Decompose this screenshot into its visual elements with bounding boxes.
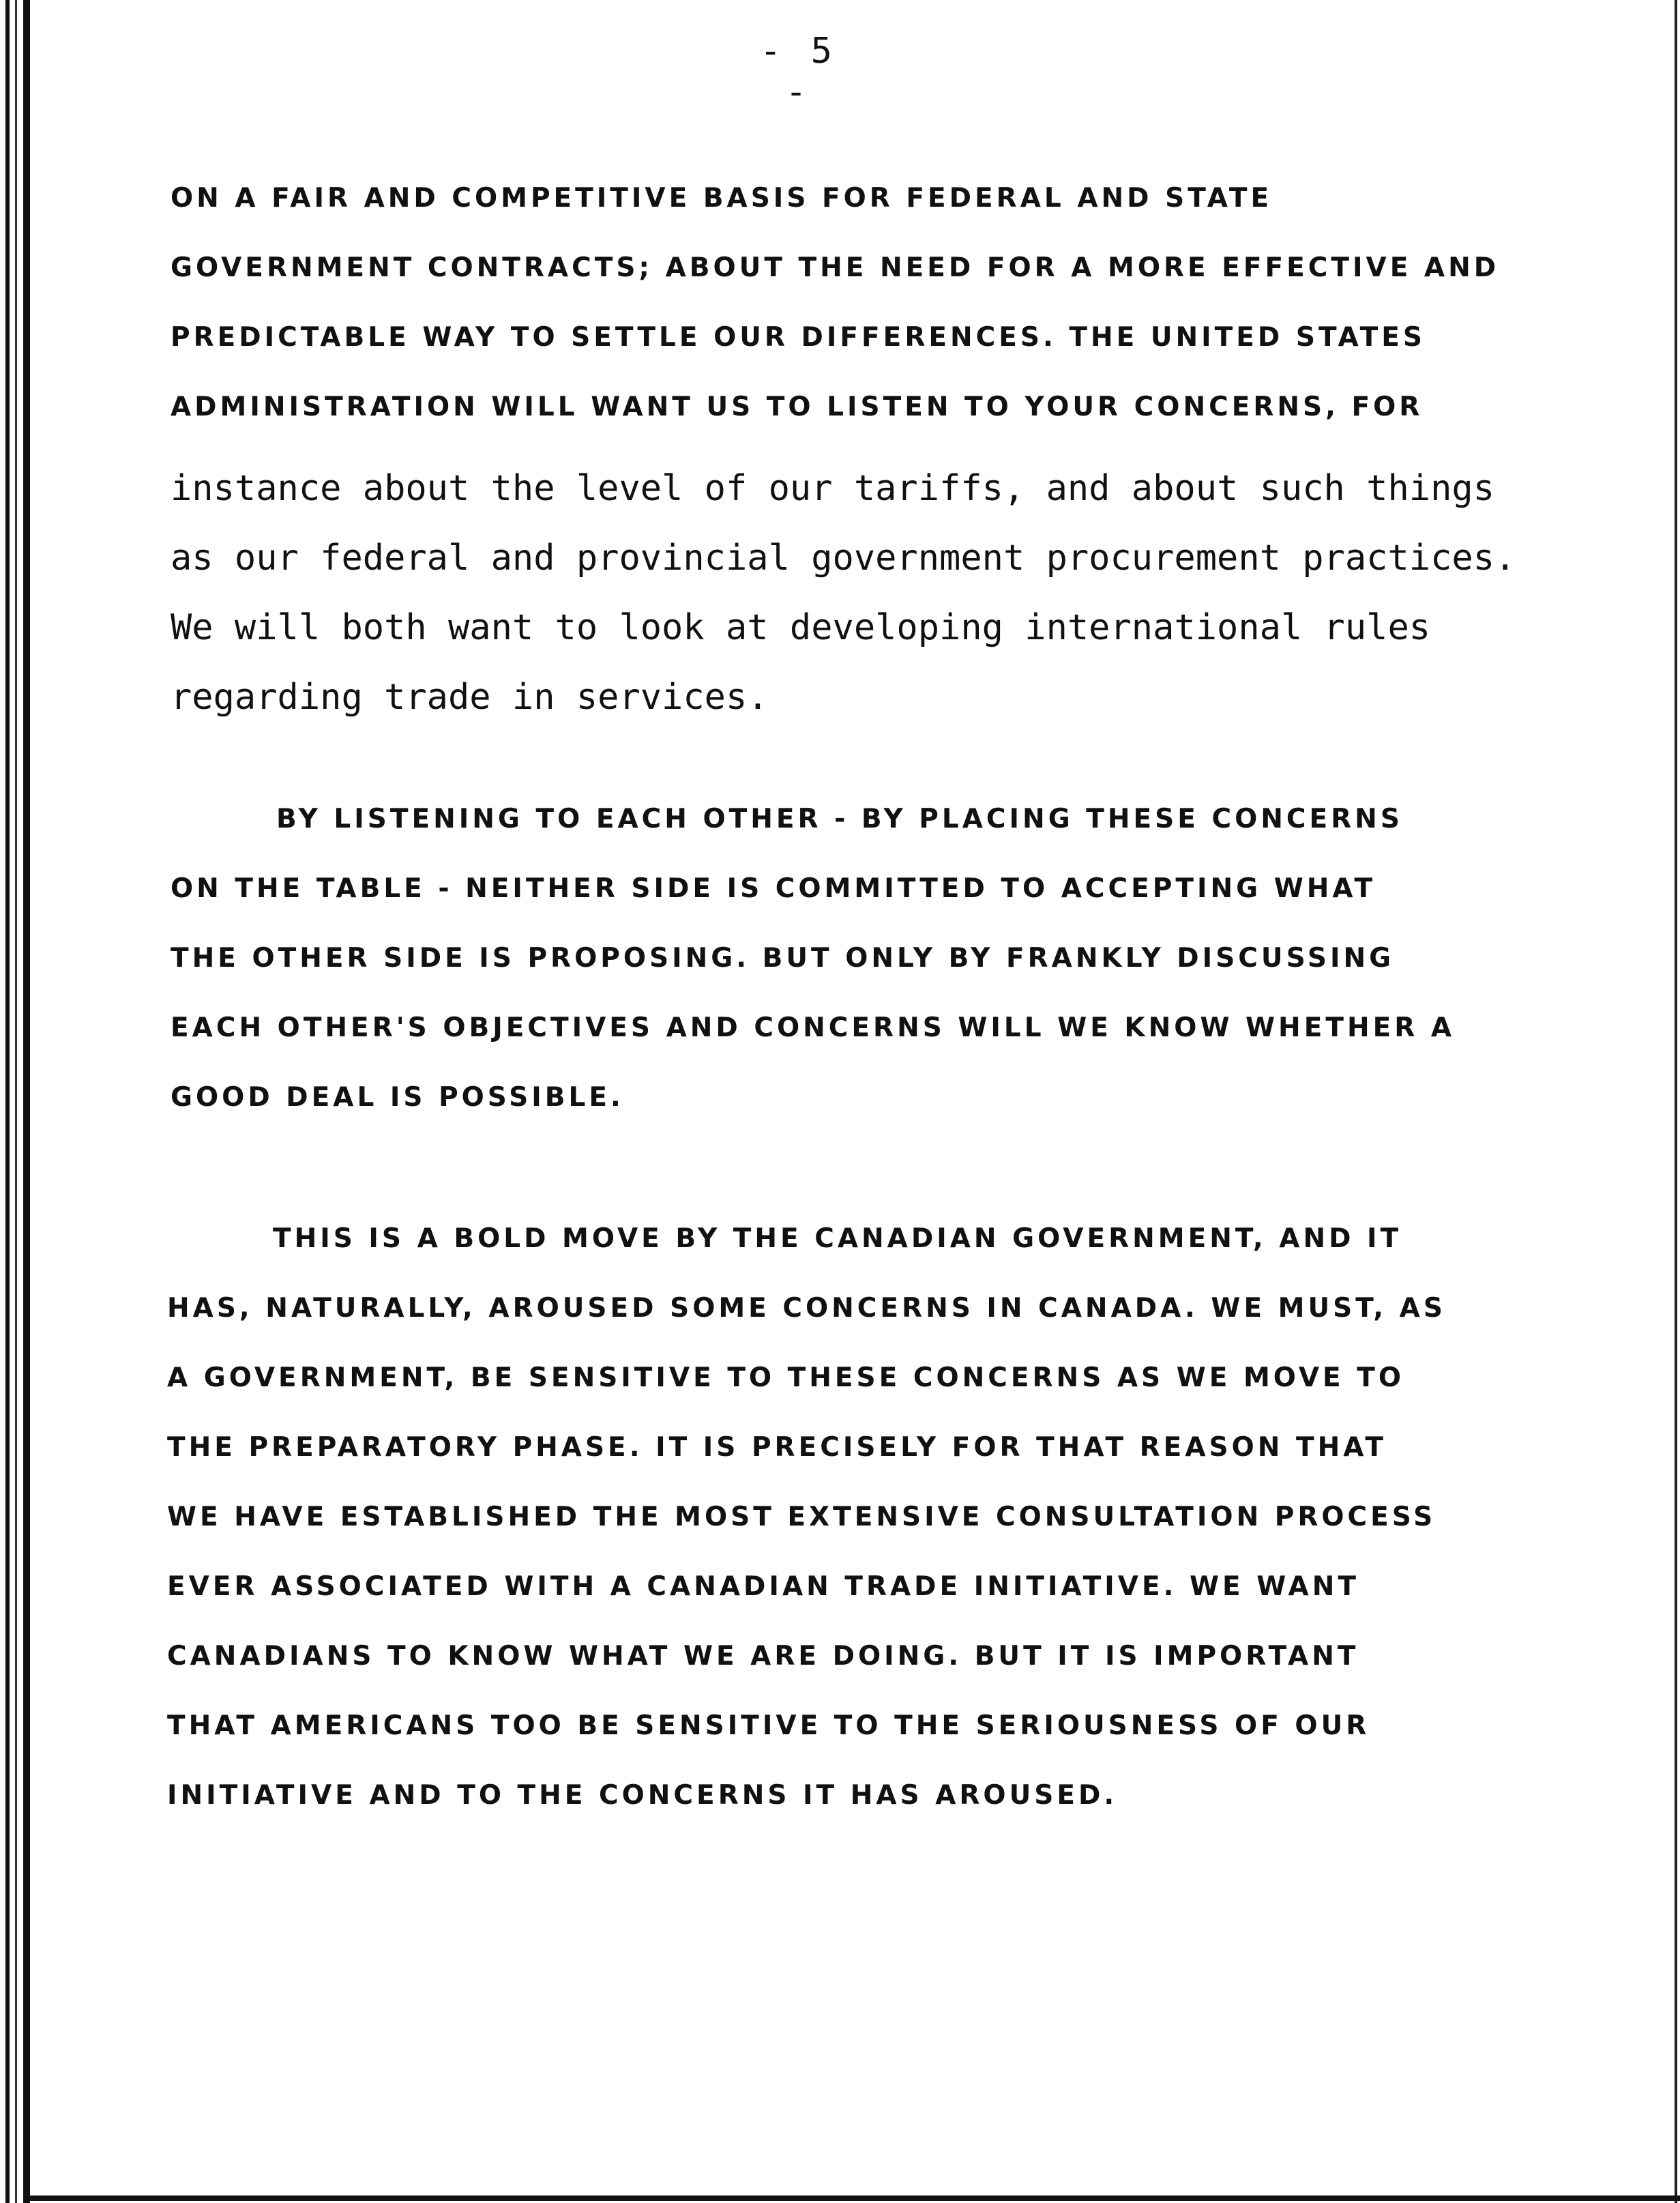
text-line: instance about the level of our tariffs, and about such things	[171, 468, 1495, 509]
text-line: GOVERNMENT CONTRACTS; ABOUT THE NEED FOR A MORE EFFECTIVE AND	[171, 252, 1500, 283]
text-line: THIS IS A BOLD MOVE BY THE CANADIAN GOVERNMENT, AND IT	[273, 1223, 1402, 1254]
text-line: THE OTHER SIDE IS PROPOSING. BUT ONLY BY FRANKLY DISCUSSING	[171, 943, 1395, 974]
left-border-line	[15, 0, 17, 2203]
paragraph-1-caps	[171, 164, 1535, 442]
text-line: INITIATIVE AND TO THE CONCERNS IT HAS AROUSED.	[167, 1780, 1118, 1811]
bottom-border-line	[23, 2195, 1680, 2201]
paragraph-2	[171, 785, 1535, 1133]
text-line: THAT AMERICANS TOO BE SENSITIVE TO THE SERIOUSNESS OF OUR	[167, 1710, 1370, 1741]
text-line: as our federal and provincial government procurement practices.	[171, 538, 1516, 579]
text-line: regarding trade in services.	[171, 677, 769, 718]
text-line: PREDICTABLE WAY TO SETTLE OUR DIFFERENCES. THE UNITED STATES	[171, 322, 1426, 353]
text-line: GOOD DEAL IS POSSIBLE.	[171, 1082, 624, 1113]
paragraph-3	[167, 1204, 1531, 1830]
text-line: WE HAVE ESTABLISHED THE MOST EXTENSIVE CONSULTATION PROCESS	[167, 1502, 1436, 1532]
left-border-line	[5, 0, 10, 2203]
page-number: - 5 -	[760, 31, 836, 113]
text-line: ON THE TABLE - NEITHER SIDE IS COMMITTED TO ACCEPTING WHAT	[171, 873, 1376, 904]
text-line: We will both want to look at developing international rules	[171, 607, 1431, 648]
left-border-line	[23, 0, 30, 2203]
right-border-line	[1675, 0, 1677, 2203]
text-line: EVER ASSOCIATED WITH A CANADIAN TRADE INITIATIVE. WE WANT	[167, 1571, 1359, 1602]
text-line: ON A FAIR AND COMPETITIVE BASIS FOR FEDERAL AND STATE	[171, 183, 1273, 214]
paragraph-1-continuation	[171, 454, 1535, 732]
text-line: EACH OTHER'S OBJECTIVES AND CONCERNS WILL WE KNOW WHETHER A	[171, 1012, 1456, 1043]
text-line: HAS, NATURALLY, AROUSED SOME CONCERNS IN CANADA. WE MUST, AS	[167, 1293, 1446, 1324]
text-line: THE PREPARATORY PHASE. IT IS PRECISELY FOR THAT REASON THAT	[167, 1432, 1387, 1463]
text-line: ADMINISTRATION WILL WANT US TO LISTEN TO YOUR CONCERNS, FOR	[171, 392, 1424, 422]
text-line: BY LISTENING TO EACH OTHER - BY PLACING THESE CONCERNS	[276, 804, 1403, 834]
text-line: CANADIANS TO KNOW WHAT WE ARE DOING. BUT IT IS IMPORTANT	[167, 1641, 1359, 1672]
text-line: A GOVERNMENT, BE SENSITIVE TO THESE CONCERNS AS WE MOVE TO	[167, 1362, 1405, 1393]
